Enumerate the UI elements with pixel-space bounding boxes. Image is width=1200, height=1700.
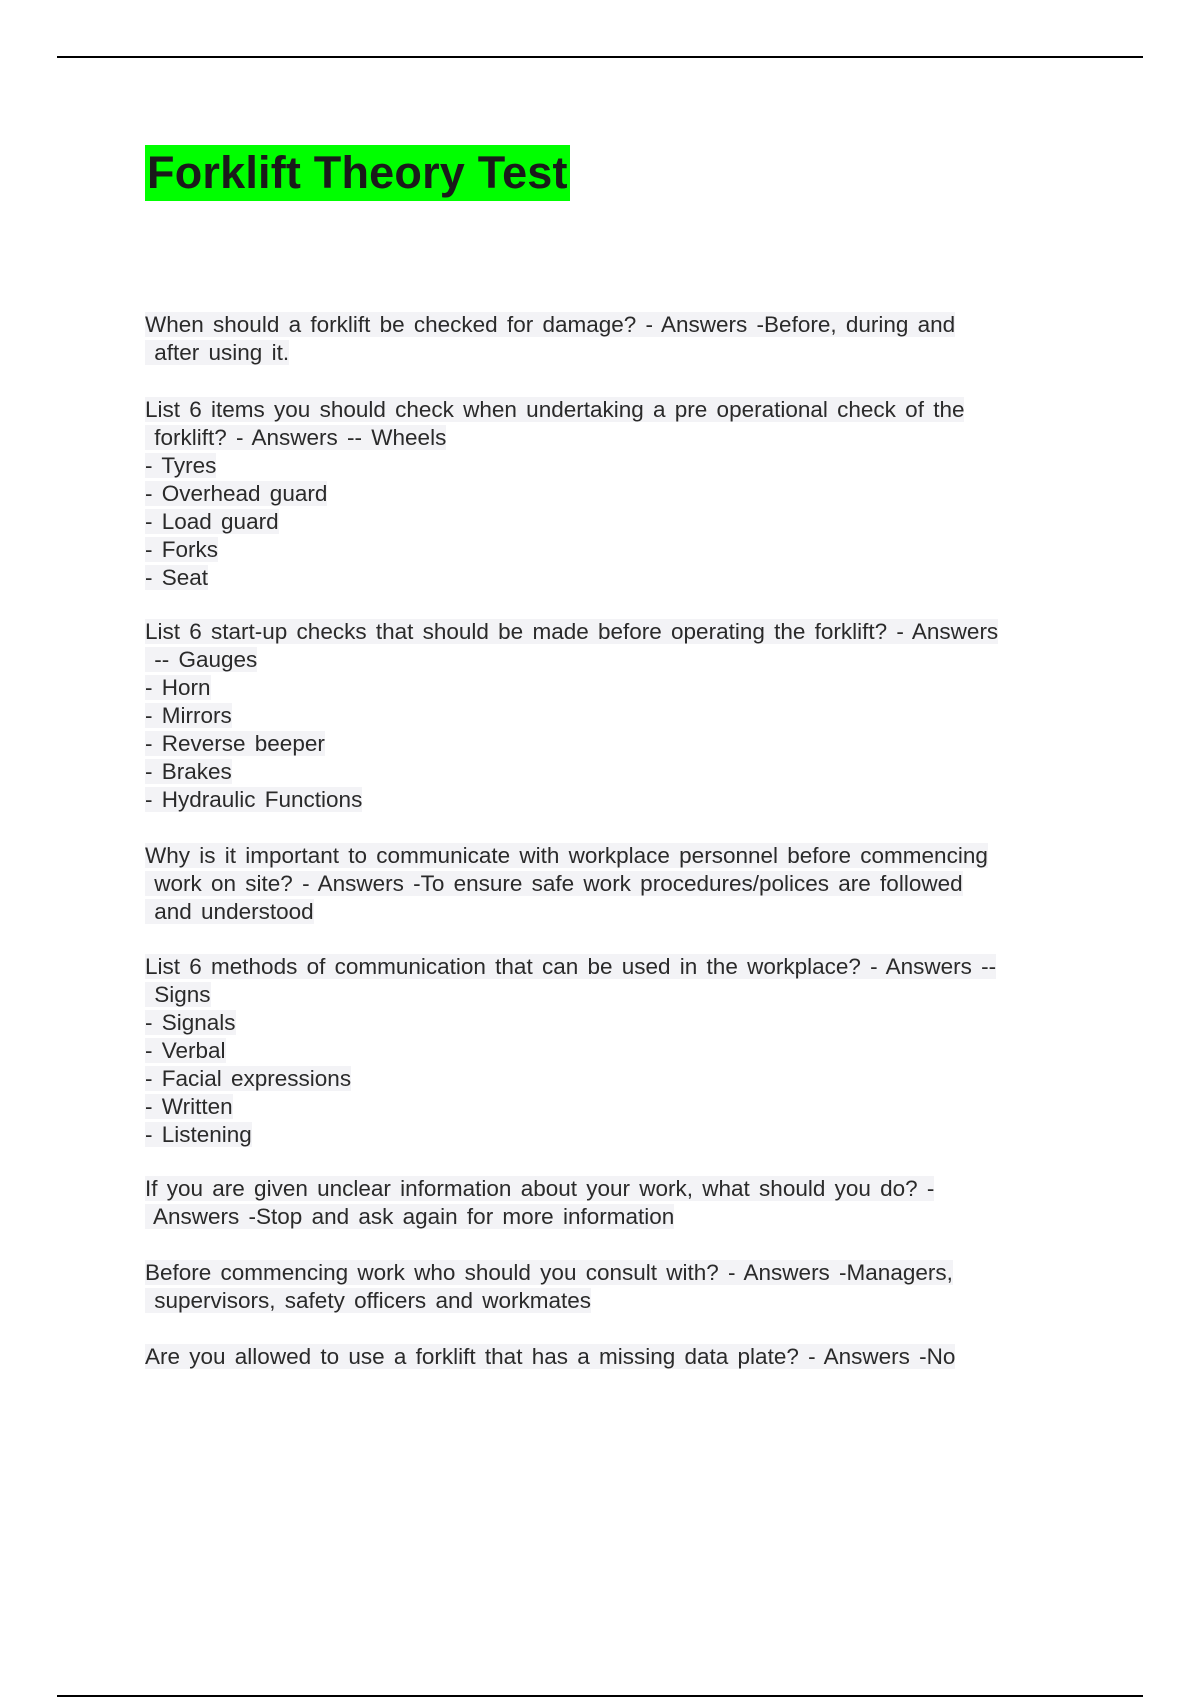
list-item: - Verbal — [145, 1038, 226, 1063]
list-item: - Tyres — [145, 453, 217, 478]
text-line: When should a forklift be checked for damage? - Answers -Before, during and — [145, 312, 956, 337]
qa-item-3 — [145, 618, 1105, 814]
list-item: - Load guard — [145, 509, 279, 534]
list-item: - Horn — [145, 675, 211, 700]
list-item: - Facial expressions — [145, 1066, 352, 1091]
top-rule — [57, 56, 1143, 58]
list-item: - Hydraulic Functions — [145, 787, 363, 812]
qa-item-8 — [145, 1343, 1105, 1371]
list-item: - Written — [145, 1094, 233, 1119]
bottom-rule — [57, 1695, 1143, 1697]
list-item: - Listening — [145, 1122, 252, 1147]
list-item: - Forks — [145, 537, 218, 562]
text-line: Answers -Stop and ask again for more information — [145, 1204, 675, 1229]
text-line: List 6 start-up checks that should be made before operating the forklift? - Answers — [145, 619, 999, 644]
text-line: after using it. — [145, 340, 290, 365]
text-line: work on site? - Answers -To ensure safe work procedures/polices are followed — [145, 871, 963, 896]
text-line: -- Gauges — [145, 647, 258, 672]
qa-item-1 — [145, 311, 1105, 367]
document-title: Forklift Theory Test — [145, 145, 570, 201]
list-item: - Signals — [145, 1010, 236, 1035]
text-line: Signs — [145, 982, 211, 1007]
qa-item-6 — [145, 1175, 1105, 1231]
qa-item-2 — [145, 396, 1105, 592]
list-item: - Mirrors — [145, 703, 232, 728]
text-line: and understood — [145, 899, 314, 924]
text-line: If you are given unclear information about your work, what should you do? - — [145, 1176, 935, 1201]
qa-item-4 — [145, 842, 1105, 926]
text-line: List 6 methods of communication that can be used in the workplace? - Answers -- — [145, 954, 997, 979]
qa-item-7 — [145, 1259, 1105, 1315]
text-line: supervisors, safety officers and workmates — [145, 1288, 592, 1313]
text-line: Before commencing work who should you consult with? - Answers -Managers, — [145, 1260, 953, 1285]
list-item: - Brakes — [145, 759, 232, 784]
qa-item-5 — [145, 953, 1105, 1149]
text-line: List 6 items you should check when undertaking a pre operational check of the — [145, 397, 965, 422]
text-line: forklift? - Answers -- Wheels — [145, 425, 447, 450]
text-line: Are you allowed to use a forklift that has a missing data plate? - Answers -No — [145, 1344, 956, 1369]
list-item: - Overhead guard — [145, 481, 328, 506]
text-line: Why is it important to communicate with workplace personnel before commencing — [145, 843, 988, 868]
list-item: - Seat — [145, 565, 209, 590]
list-item: - Reverse beeper — [145, 731, 325, 756]
